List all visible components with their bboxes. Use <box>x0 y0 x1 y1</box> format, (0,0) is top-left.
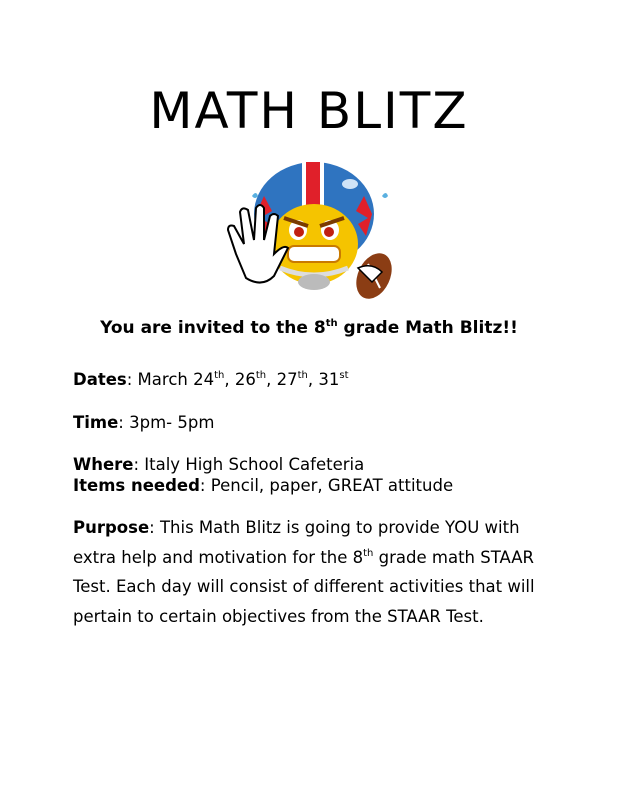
invitation-heading <box>0 318 618 338</box>
ordinal-suffix: st <box>339 370 349 381</box>
date-4: , 31 <box>307 370 340 389</box>
items-value: : Pencil, paper, GREAT attitude <box>199 476 454 495</box>
dates-line <box>73 366 349 394</box>
page-title: MATH BLITZ <box>149 82 469 140</box>
purpose-text: : This Math Blitz is going to provide YOU with extra help and motivation for the 8 <box>73 518 520 567</box>
invite-text-end: grade Math Blitz!! <box>337 318 518 338</box>
date-1: March 24 <box>137 370 215 389</box>
date-3: , 27 <box>266 370 298 389</box>
where-label: Where <box>73 455 134 474</box>
date-2: , 26 <box>224 370 256 389</box>
ordinal-suffix: th <box>255 370 267 381</box>
purpose-paragraph <box>73 513 553 631</box>
separator: : <box>126 370 138 389</box>
ordinal-suffix: th <box>363 547 374 559</box>
ordinal-suffix: th <box>325 318 338 329</box>
time-value: : 3pm- 5pm <box>118 413 215 432</box>
purpose-text-end: grade math STAAR Test. Each day will consist of different activities that will pertain to certain objectives from the STAAR Test. <box>73 547 535 626</box>
items-line <box>73 472 453 500</box>
time-label: Time <box>73 413 119 432</box>
dates-label: Dates <box>73 370 127 389</box>
items-label: Items needed <box>73 476 200 495</box>
where-value: : Italy High School Cafeteria <box>133 455 365 474</box>
ordinal-suffix: th <box>297 370 308 381</box>
time-line <box>73 409 214 437</box>
invite-text: You are invited to the 8 <box>100 318 326 338</box>
football-player-emoji-icon <box>222 156 402 306</box>
ordinal-suffix: th <box>214 370 225 381</box>
purpose-label: Purpose <box>73 518 150 537</box>
